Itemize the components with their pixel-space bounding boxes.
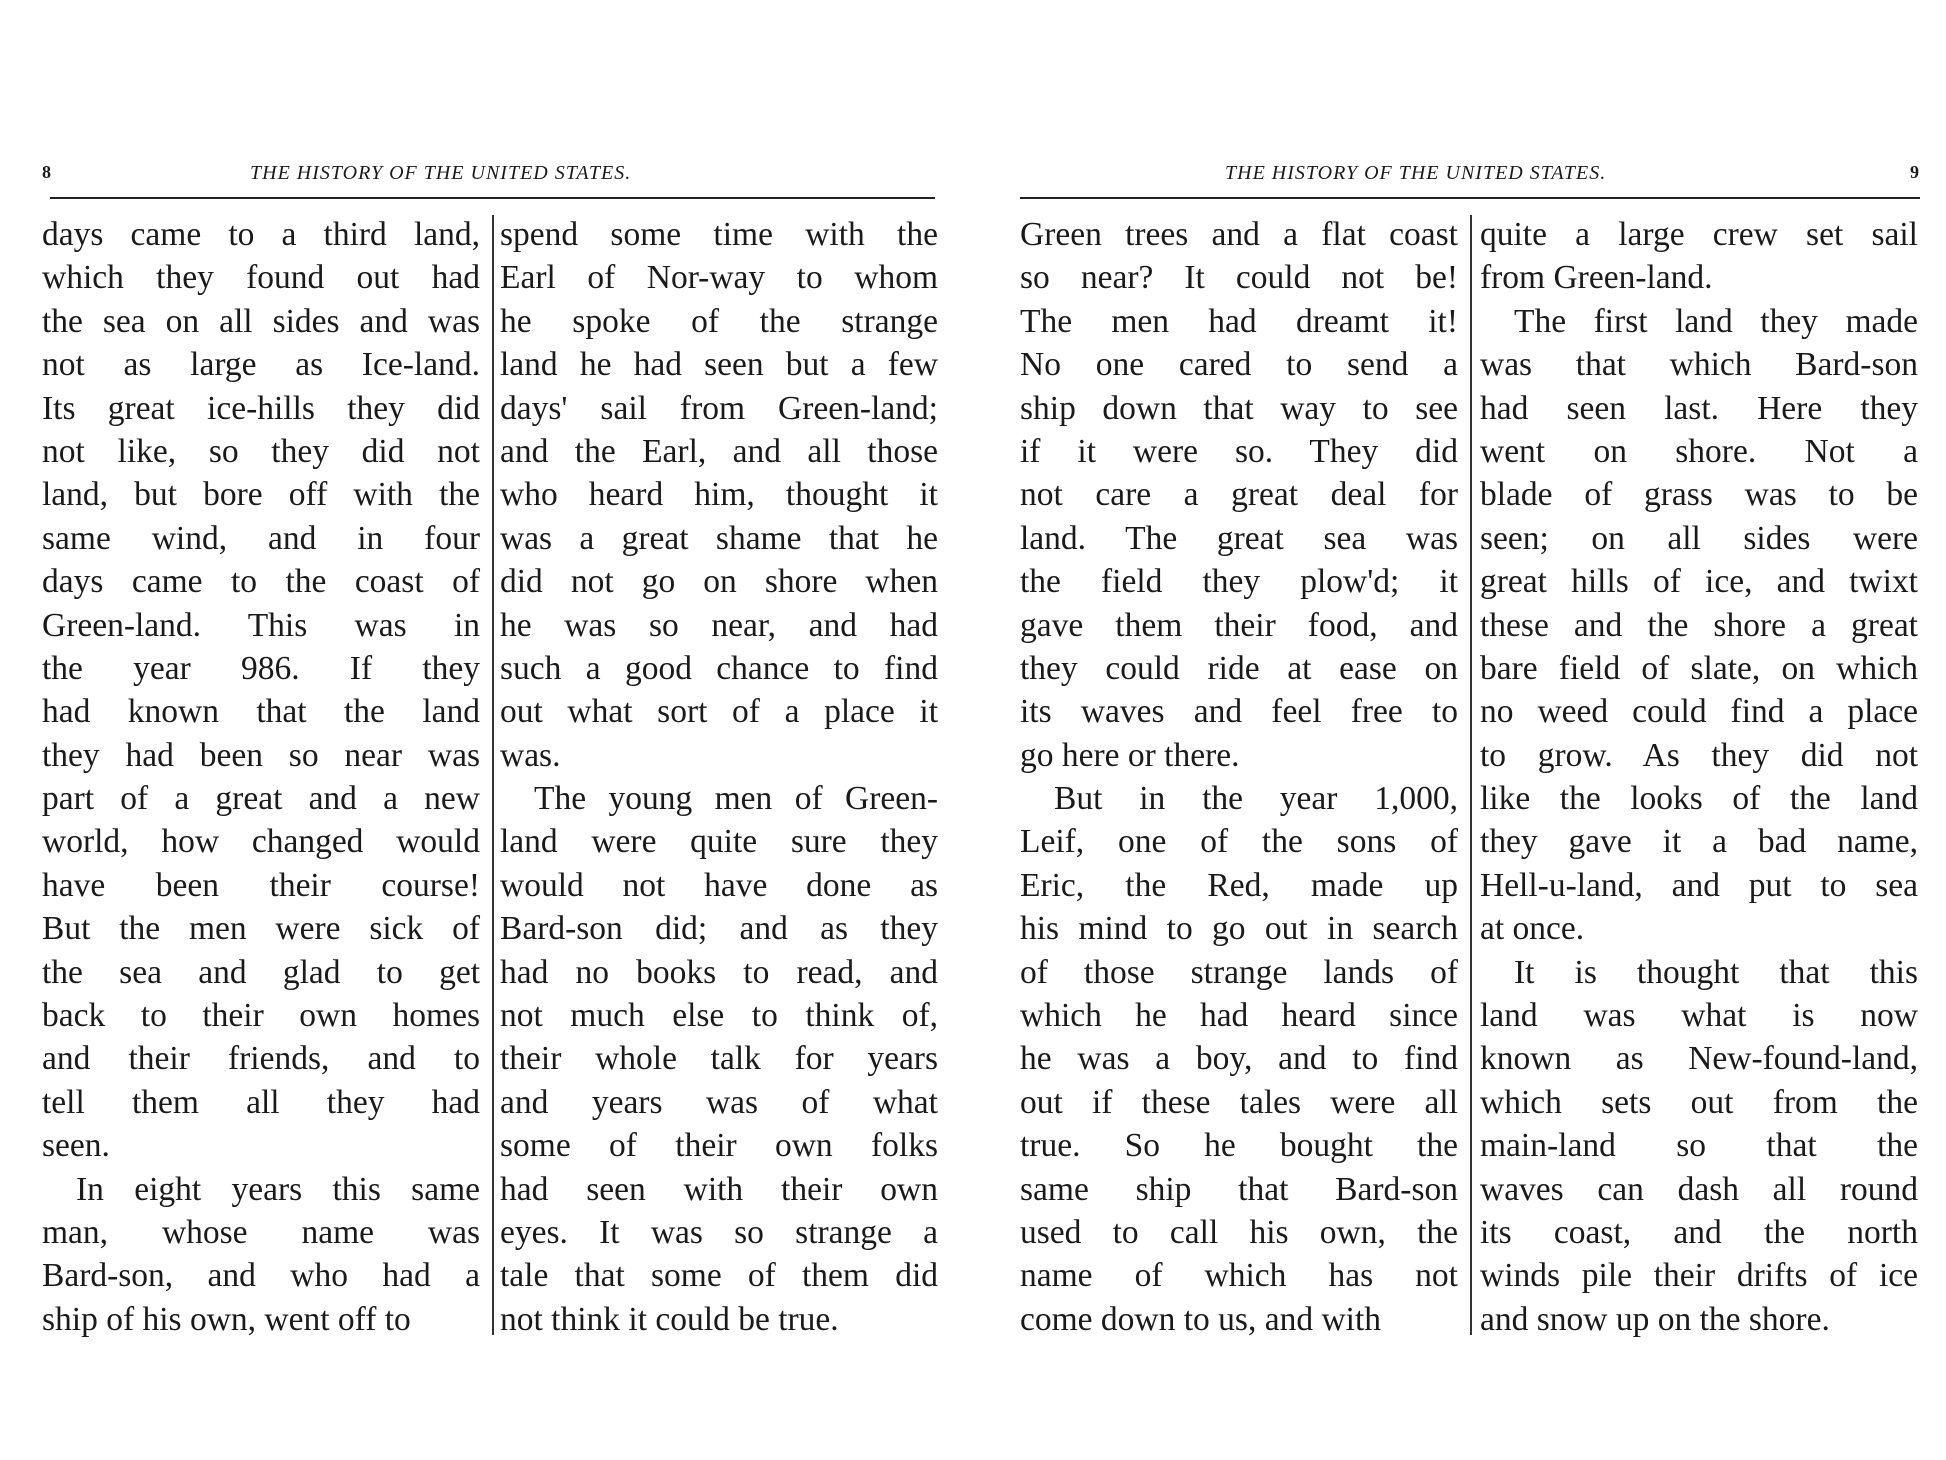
text-line: land were quite sure they — [500, 823, 938, 861]
text-line: of those strange lands of — [1020, 953, 1458, 991]
text-line: Hell-u-land, and put to sea — [1480, 866, 1918, 904]
text-line: The men had dreamt it! — [1020, 302, 1458, 340]
left-page-column-1 — [42, 213, 480, 1341]
text-line: not care a great deal for — [1020, 476, 1458, 514]
text-line: days' sail from Green-land; — [500, 389, 938, 427]
text-line: same ship that Bard-son — [1020, 1170, 1458, 1208]
text-line: he was a boy, and to find — [1020, 1040, 1458, 1078]
text-line: they could ride at ease on — [1020, 649, 1458, 687]
text-line: the year 986. If they — [42, 649, 480, 687]
text-line: went on shore. Not a — [1480, 432, 1918, 470]
text-line: Its great ice-hills they did — [42, 389, 480, 427]
text-line: not as large as Ice-land. — [42, 346, 480, 384]
text-line: Green trees and a flat coast — [1020, 216, 1458, 253]
text-line: and years was of what — [500, 1083, 938, 1121]
text-line: did not go on shore when — [500, 563, 938, 601]
text-line: to grow. As they did not — [1480, 736, 1918, 774]
text-line: had no books to read, and — [500, 953, 938, 991]
text-line: had seen with their own — [500, 1170, 938, 1208]
text-line: like the looks of the land — [1480, 780, 1918, 818]
text-line: gave them their food, and — [1020, 606, 1458, 644]
text-line: these and the shore a great — [1480, 606, 1918, 644]
text-line: have been their course! — [42, 866, 480, 904]
text-line: eyes. It was so strange a — [500, 1213, 938, 1251]
text-line: which he had heard since — [1020, 997, 1458, 1035]
text-line: tale that some of them did — [500, 1257, 938, 1295]
text-line: bare field of slate, on which — [1480, 649, 1918, 687]
left-header-rule — [50, 197, 935, 199]
right-column-divider — [1470, 215, 1472, 1335]
text-line: name of which has not — [1020, 1257, 1458, 1295]
left-page-number: 8 — [42, 162, 52, 182]
text-line: world, how changed would — [42, 823, 480, 861]
text-line: not much else to think of, — [500, 997, 938, 1035]
text-line: known as New-found-land, — [1480, 1040, 1918, 1078]
text-line: some of their own folks — [500, 1127, 938, 1165]
left-page-column-2 — [500, 213, 938, 1341]
text-line: which they found out had — [42, 259, 480, 297]
text-line: come down to us, and with — [1020, 1300, 1382, 1338]
text-line: such a good chance to find — [500, 649, 938, 687]
text-line: seen. — [42, 1127, 110, 1165]
text-line: no weed could find a place — [1480, 693, 1918, 731]
text-line: blade of grass was to be — [1480, 476, 1918, 514]
text-line: their whole talk for years — [500, 1040, 938, 1078]
text-line: Eric, the Red, made up — [1020, 866, 1458, 904]
text-line: so near? It could not be! — [1020, 259, 1458, 297]
text-line: main-land so that the — [1480, 1127, 1918, 1165]
right-page-number: 9 — [1910, 162, 1920, 182]
text-line: great hills of ice, and twixt — [1480, 563, 1918, 601]
text-line: Bard-son did; and as they — [500, 910, 938, 948]
left-column-divider — [492, 215, 494, 1335]
text-line: ship down that way to see — [1020, 389, 1458, 427]
text-line: waves can dash all round — [1480, 1170, 1918, 1208]
text-line: true. So he bought the — [1020, 1127, 1458, 1165]
text-line: the field they plow'd; it — [1020, 563, 1458, 601]
text-line: not like, so they did not — [42, 432, 480, 470]
text-line: who heard him, thought it — [500, 476, 938, 514]
text-line: not think it could be true. — [500, 1300, 839, 1338]
text-line: land, but bore off with the — [42, 476, 480, 514]
text-line: out if these tales were all — [1020, 1083, 1458, 1121]
text-line: tell them all they had — [42, 1083, 480, 1121]
text-line: was. — [500, 736, 561, 774]
text-line: quite a large crew set sail — [1480, 216, 1918, 253]
right-page-column-2 — [1480, 213, 1918, 1341]
right-page-column-1 — [1020, 213, 1458, 1341]
text-line: land. The great sea was — [1020, 519, 1458, 557]
text-line: The first land they made — [1514, 302, 1918, 340]
text-line: used to call his own, the — [1020, 1213, 1458, 1251]
text-line: if it were so. They did — [1020, 432, 1458, 470]
text-line: days came to a third land, — [42, 216, 480, 253]
text-line: land was what is now — [1480, 997, 1918, 1035]
text-line: land he had seen but a few — [500, 346, 938, 384]
text-line: go here or there. — [1020, 736, 1240, 774]
text-line: But in the year 1,000, — [1054, 780, 1458, 818]
left-page-header — [40, 160, 940, 190]
right-running-head: THE HISTORY OF THE UNITED STATES. — [1225, 162, 1607, 184]
text-line: In eight years this same — [76, 1170, 480, 1208]
text-line: No one cared to send a — [1020, 346, 1458, 384]
text-line: Green-land. This was in — [42, 606, 480, 644]
text-line: and snow up on the shore. — [1480, 1300, 1830, 1338]
text-line: the sea on all sides and was — [42, 302, 480, 340]
text-line: which sets out from the — [1480, 1083, 1918, 1121]
text-line: its waves and feel free to — [1020, 693, 1458, 731]
text-line: Leif, one of the sons of — [1020, 823, 1458, 861]
text-line: was that which Bard-son — [1480, 346, 1918, 384]
text-line: same wind, and in four — [42, 519, 480, 557]
text-line: It is thought that this — [1514, 953, 1918, 991]
text-line: and the Earl, and all those — [500, 432, 938, 470]
left-running-head: THE HISTORY OF THE UNITED STATES. — [250, 162, 632, 184]
text-line: But the men were sick of — [42, 910, 480, 948]
text-line: ship of his own, went off to — [42, 1300, 411, 1338]
text-line: back to their own homes — [42, 997, 480, 1035]
text-line: they had been so near was — [42, 736, 480, 774]
text-line: part of a great and a new — [42, 780, 480, 818]
text-line: his mind to go out in search — [1020, 910, 1458, 948]
text-line: would not have done as — [500, 866, 938, 904]
text-line: The young men of Green- — [534, 780, 938, 818]
text-line: man, whose name was — [42, 1213, 480, 1251]
text-line: out what sort of a place it — [500, 693, 938, 731]
text-line: he spoke of the strange — [500, 302, 938, 340]
text-line: its coast, and the north — [1480, 1213, 1918, 1251]
text-line: and their friends, and to — [42, 1040, 480, 1078]
text-line: Bard-son, and who had a — [42, 1257, 480, 1295]
text-line: was a great shame that he — [500, 519, 938, 557]
text-line: had seen last. Here they — [1480, 389, 1918, 427]
text-line: he was so near, and had — [500, 606, 938, 644]
text-line: seen; on all sides were — [1480, 519, 1918, 557]
text-line: Earl of Nor-way to whom — [500, 259, 938, 297]
text-line: they gave it a bad name, — [1480, 823, 1918, 861]
right-header-rule — [1020, 197, 1920, 199]
text-line: days came to the coast of — [42, 563, 480, 601]
text-line: the sea and glad to get — [42, 953, 480, 991]
text-line: winds pile their drifts of ice — [1480, 1257, 1918, 1295]
text-line: from Green-land. — [1480, 259, 1713, 297]
text-line: spend some time with the — [500, 216, 938, 253]
right-page-header — [1020, 160, 1920, 190]
text-line: at once. — [1480, 910, 1585, 948]
text-line: had known that the land — [42, 693, 480, 731]
